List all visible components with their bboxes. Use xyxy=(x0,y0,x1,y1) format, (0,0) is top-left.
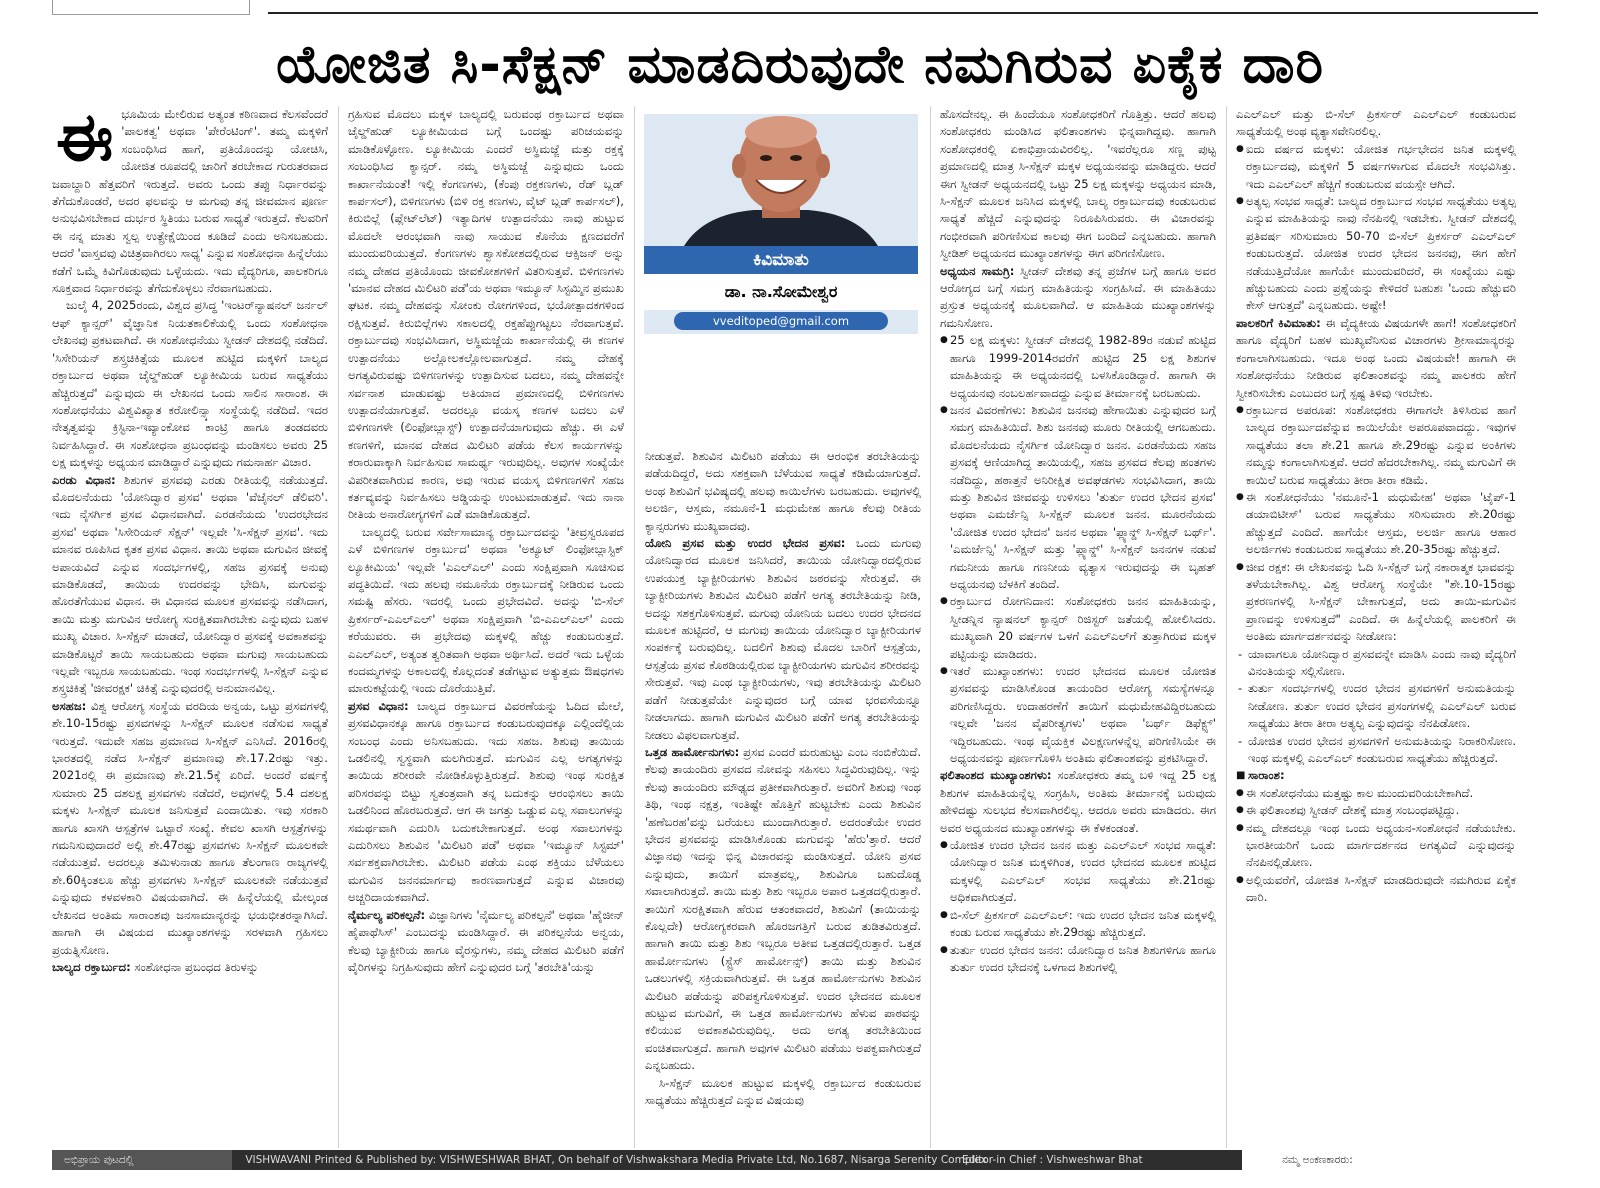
paragraph xyxy=(52,698,328,959)
footer-editor: Editor-in Chief : Vishweshwar Bhat xyxy=(962,1154,1143,1166)
footer-tag: ಅಭಿಪ್ರಾಯ ಪುಟದಲ್ಲಿ xyxy=(52,1150,232,1170)
headline: ಯೋಜಿತ ಸಿ-ಸೆಕ್ಷನ್ ಮಾಡದಿರುವುದೇ ನಮಗಿರುವ ಏಕೈಕ ದಾರಿ xyxy=(276,35,1324,95)
paragraph-text: ವಿಶ್ವ ಆರೋಗ್ಯ ಸಂಸ್ಥೆಯ ವರದಿಯ ಅನ್ವಯ, ಒಟ್ಟು ಪ್ರಸವಗಳಲ್ಲಿ ಶೇ.10-15ರಷ್ಟು ಪ್ರಸವಗಳನ್ನು ಸಿ-ಸೆಕ್ಷನ್ ಮೂಲಕ ನಡೆಸುವ ಸಾಧ್ಯತೆ ಇರುತ್ತದೆ. ಇದುವೇ ಸಹಜ ಪ್ರಮಾಣದ ಸಿ-ಸೆಕ್ಷನ್ ಎನಿಸಿದೆ. 2016ರಲ್ಲಿ ಭಾರತದಲ್ಲಿ ನಡೆದ ಸಿ-ಸೆಕ್ಷನ್ ಪ್ರಮಾಣವು ಶೇ.17.2ರಷ್ಟು ಇತ್ತು. 2021ರಲ್ಲಿ ಈ ಪ್ರಮಾಣವು ಶೇ.21.5ಕ್ಕೆ ಏರಿದೆ. ಅಂದರೆ ವರ್ಷಕ್ಕೆ ಸುಮಾರು 25 ದಶಲಕ್ಷ ಪ್ರಸವಗಳು ನಡೆದರೆ, ಅವುಗಳಲ್ಲಿ 5.4 ದಶಲಕ್ಷ ಮಕ್ಕಳು ಸಿ-ಸೆಕ್ಷನ್ ಮೂಲಕ ಜನಿಸುತ್ತವೆ ಎಂದಾಯಿತು. ಇವು ಸರಕಾರಿ ಹಾಗೂ ಖಾಸಗಿ ಆಸ್ಪತ್ರೆಗಳ ಒಟ್ಟಾರೆ ಸಂಖ್ಯೆ. ಕೇವಲ ಖಾಸಗಿ ಆಸ್ಪತ್ರೆಗಳನ್ನು ಗಮನಿಸುವುದಾದರೆ ಅಲ್ಲಿ ಶೇ.47ರಷ್ಟು ಪ್ರಸವಗಳು ಸಿ-ಸೆಕ್ಷನ್ ಮೂಲಕವೇ ನಡೆಯುತ್ತವೆ. ಅದರಲ್ಲೂ ತಮಿಳುನಾಡು ಹಾಗೂ ತೆಲಂಗಾಣ ರಾಜ್ಯಗಳಲ್ಲಿ ಶೇ.60ಕ್ಕಿಂತಲೂ ಹೆಚ್ಚು ಪ್ರಸವಗಳು ಸಿ-ಸೆಕ್ಷನ್ ಮೂಲಕವೇ ನಡೆಯುತ್ತವೆ ಎನ್ನುವುದು ಕಳವಳಕಾರಿ ವಿಷಯವಾಗಿದೆ. ಈ ಹಿನ್ನೆಲೆಯಲ್ಲಿ ಮೇಲ್ಕಂಡ ಲೇಖನದ ಅಂತಿಮ ಸಾರಾಂಶವು ಜನಸಾಮಾನ್ಯರನ್ನು ಭಯಭೀತರನ್ನಾಗಿಸಿದೆ. ಹಾಗಾಗಿ ಈ ವಿಷಯದ ಮುಖ್ಯಾಂಶಗಳನ್ನು ಸರಳವಾಗಿ ಗ್ರಹಿಸಲು ಪ್ರಯತ್ನಿಸೋಣ. xyxy=(52,698,328,957)
paragraph: ನೀಡುತ್ತವೆ. ಶಿಶುವಿನ ಮಿಲಿಟರಿ ಪಡೆಯು ಈ ಆರಂಭಿಕ ತರಬೇತಿಯನ್ನು ಪಡೆಯದಿದ್ದರೆ, ಅದು ಸಶಕ್ತವಾಗಿ ಬೆಳೆಯುವ ಸಾಧ್ಯತೆ ಕಡಿಮೆಯಾಗುತ್ತದೆ. ಅಂಥ ಶಿಶುವಿಗೆ ಭವಿಷ್ಯದಲ್ಲಿ ಹಲವು ಕಾಯಿಲೆಗಳು ಬರಬಹುದು. ಅವುಗಳಲ್ಲಿ ಅಲರ್ಜಿ, ಆಸ್ತಮ, ನಮೂನೆ-1 ಮಧುಮೇಹ ಹಾಗೂ ಕೆಲವು ರೀತಿಯ ಕ್ಯಾನ್ಸರುಗಳು ಮುಖ್ಯವಾದವು. xyxy=(645,449,921,533)
bullet-item: ● ಈ ಫಲಿತಾಂಶವು ಸ್ವೀಡನ್ ದೇಶಕ್ಕೆ ಮಾತ್ರ ಸಂಬಂಧಪಟ್ಟಿದ್ದು. xyxy=(1236,802,1516,819)
paragraph: ಎಎಲ್‌ಎಲ್ ಮತ್ತು ಬಿ-ಸೆಲ್ ಪ್ರಿಕರ್ಸರ್ ಎಎಲ್‌ಎಲ್ ಕಂಡುಬರುವ ಸಾಧ್ಯತೆಯಲ್ಲಿ ಅಂಥ ವ್ಯತ್ಯಾಸವೇನಿರಲಿಲ್ಲ. xyxy=(1236,107,1516,139)
subheading: ಅಧ್ಯಯನ ಸಾಮಗ್ರಿ: xyxy=(940,263,1015,278)
author-portrait-icon xyxy=(644,114,918,246)
bullet-item: ● ಜನನ ವಿವರಣೆಗಳು: ಶಿಶುವಿನ ಜನನವು ಹೇಗಾಯಿತು ಎನ್ನುವುದರ ಬಗ್ಗೆ ಸಮಗ್ರ ಮಾಹಿತಿಯಿದೆ. ಶಿಶು ಜನನವು ಮೂರು ರೀತಿಯಲ್ಲಿ ಆಗಬಹುದು. ಮೊದಲನೆಯದು ನೈಸರ್ಗಿಕ ಯೋನಿದ್ವಾರ ಜನನ. ಎರಡನೆಯದು ಸಹಜ ಪ್ರಸವಕ್ಕೆ ಆಣಿಯಾಗಿದ್ದ ತಾಯಿಯಲ್ಲಿ, ಸಹಜ ಪ್ರಸವದ ಕೆಲವು ಹಂತಗಳು ನಡೆದಿದ್ದು, ಹಠಾತ್ತನೆ ಅನಿರೀಕ್ಷಿತ ಅವಘಡಗಳು ಸಂಭವಿಸಿದಾಗ, ತಾಯಿ ಮತ್ತು ಶಿಶುವಿನ ಜೀವವನ್ನು ಉಳಿಸಲು 'ತುರ್ತು ಉದರ ಭೇದನ ಪ್ರಸವ' ಅಥವಾ ಎಮರ್ಜೆನ್ಸಿ ಸಿ-ಸೆಕ್ಷನ್ ಮೂಲಕ ಜನನ. ಮೂರನೆಯದು 'ಯೋಜಿತ ಉದರ ಭೇದನ' ಜನನ ಅಥವಾ 'ಪ್ಲ್ಯಾನ್ಡ್ ಸಿ-ಸೆಕ್ಷನ್ ಬರ್ಥ್'. 'ಎಮರ್ಜೆನ್ಸಿ' ಸಿ-ಸೆಕ್ಷನ್ ಮತ್ತು 'ಪ್ಲ್ಯಾನ್ಡ್' ಸಿ-ಸೆಕ್ಷನ್ ಜನನಗಳ ನಡುವೆ ಗಮನೀಯ ಹಾಗೂ ಗಣನೀಯ ವ್ಯತ್ಯಾಸ ಇರುವುದನ್ನು ಈ ಬೃಹತ್ ಅಧ್ಯಯನವು ಬೆಳಕಿಗೆ ತಂದಿದೆ. xyxy=(940,402,1216,593)
bullet-item: ● ಅತ್ಯಲ್ಪ ಸಂಭವ ಸಾಧ್ಯತೆ: ಬಾಲ್ಯದ ರಕ್ತಾರ್ಬುದ ಸಂಭವ ಸಾಧ್ಯತೆಯು ಅತ್ಯಲ್ಪ ಎನ್ನುವ ಮಾಹಿತಿಯನ್ನು ನಾವು ನೆನಪಿನಲ್ಲಿ ಇಡಬೇಕು. ಸ್ವೀಡನ್ ದೇಶದಲ್ಲಿ ಪ್ರತಿವರ್ಷ ಸರಿಸುಮಾರು 50-70 ಬಿ-ಸೆಲ್ ಪ್ರಿಕರ್ಸರ್ ಎಎಲ್‌ಎಲ್ ಕಂಡುಬರುತ್ತದೆ. ಯೋಜಿತ ಉದರ ಭೇದನ ಜನನವು, ಈಗ ಹೇಗೆ ನಡೆಯುತ್ತಿದೆಯೋ ಹಾಗೆಯೇ ಮುಂದುವರಿದರೆ, ಈ ಸಂಖ್ಯೆಯು ಎಷ್ಟು ಹೆಚ್ಚುಬಹುದು ಎಂದು ಪ್ರಶ್ನೆಯನ್ನು ಕೇಳಿದರೆ ಬಹುಶಃ 'ಒಂದು ಹೆಚ್ಚುವರಿ ಕೇಸ್ ಆಗುತ್ತದೆ' ಎನ್ನಬಹುದು. ಅಷ್ಟೇ! xyxy=(1236,193,1516,315)
article-column-1 xyxy=(52,106,328,1156)
bullet-item: ● ನಮ್ಮ ದೇಶದಲ್ಲೂ ಇಂಥ ಒಂದು ಅಧ್ಯಯನ-ಸಂಶೋಧನೆ ನಡೆಯಬೇಕು. ಭಾರತೀಯರಿಗೆ ಒಂದು ಮಾರ್ಗದರ್ಶನದ ಅಗತ್ಯವಿದೆ ಎನ್ನುವುದನ್ನು ನೆನಪಿನಲ್ಲಿಡೋಣ. xyxy=(1236,820,1516,872)
column-name: ಕಿವಿಮಾತು xyxy=(644,246,918,274)
bullet-item: ● ಇತರೆ ಮುಖ್ಯಾಂಶಗಳು: ಉದರ ಭೇದನದ ಮೂಲಕ ಯೋಜಿತ ಪ್ರಸವವನ್ನು ಮಾಡಿಸಿಕೊಂಡ ತಾಯಂದಿರ ಆರೋಗ್ಯ ಸಮಸ್ಯೆಗಳನ್ನೂ ಪರಿಗಣಿಸಿದ್ದರು. ಉದಾಹರಣೆಗೆ ತಾಯಿಗೆ ಮಧುಮೇಹವಿದ್ದಿರಬಹುದು ಇಲ್ಲವೇ 'ಜನನ ವೈಪರೀತ್ಯಗಳು' ಅಥವಾ 'ಬರ್ಥ್ ಡಿಫೆಕ್ಟ್ಸ್' ಇದ್ದಿರಬಹುದು. ಇಂಥ ವೈಯಕ್ತಿಕ ವಿಲಕ್ಷಣಗಳನ್ನೆಲ್ಲ ಪರಿಗಣಿಸಿಯೇ ಈ ಅಧ್ಯಯನವನ್ನು ಪೂರ್ಣಗೊಳಿಸಿ ಅಂತಿಮ ಫಲಿತಾಂಶವನ್ನು ಪ್ರಕಟಿಸಿದ್ದಾರೆ. xyxy=(940,663,1216,767)
bullet-item: ● ರಕ್ತಾರ್ಬುದ ಅಪರೂಪ: ಸಂಶೋಧಕರು ಈಗಾಗಲೇ ತಿಳಿಸಿರುವ ಹಾಗೆ ಬಾಲ್ಯದ ರಕ್ತಾರ್ಬುದವೆನ್ನುವ ಕಾಯಿಲೆಯೇ ಅಪರೂಪವಾದದ್ದು. ಇವುಗಳ ಸಾಧ್ಯತೆಯು ತಲಾ ಶೇ.21 ಹಾಗೂ ಶೇ.29ರಷ್ಟು ಎನ್ನುವ ಅಂಕಿಗಳು ನಮ್ಮನ್ನು ಕಂಗಾಲಾಗಿಸುತ್ತವೆ. ಆದರೆ ಹೆದರಬೇಕಾಗಿಲ್ಲ. ನಮ್ಮ ಮಗುವಿಗೆ ಈ ಕಾಯಿಲೆ ಬರುವ ಸಾಧ್ಯತೆಯು ತೀರಾ ತೀರಾ ಕಡಿಮೆ. xyxy=(1236,402,1516,489)
top-rule-box xyxy=(52,0,250,15)
paragraph: ಜುಲೈ 4, 2025ರಂದು, ವಿಶ್ವದ ಪ್ರಸಿದ್ಧ 'ಇಂಟರ್‌ನ್ಯಾಷನಲ್ ಜರ್ನಲ್ ಆಫ್ ಕ್ಯಾನ್ಸರ್' ವೈಜ್ಞಾನಿಕ ನಿಯತಕಾಲಿಕೆಯಲ್ಲಿ ಒಂದು ಸಂಶೋಧನಾ ಲೇಖನವು ಪ್ರಕಟವಾಗಿದೆ. ಈ ಸಂಶೋಧನೆಯು ಸ್ವೀಡನ್ ದೇಶದಲ್ಲಿ ನಡೆದಿದೆ. 'ಸಿಸೇರಿಯನ್ ಶಸ್ತ್ರಚಿಕಿತ್ಸೆಯ ಮೂಲಕ ಹುಟ್ಟಿದ ಮಕ್ಕಳಿಗೆ ಬಾಲ್ಯದ ರಕ್ತಾರ್ಬುದ ಅಥವಾ ಚೈಲ್ಡ್‌ಹುಡ್ ಲ್ಯೂಕೀಮಿಯ ಬರುವ ಸಾಧ್ಯತೆಯು ಹೆಚ್ಚಿರುತ್ತದೆ' ಎನ್ನುವುದು ಈ ಲೇಖನದ ಒಂದು ಸಾಲಿನ ಸಾರಾಂಶ. ಈ ಸಂಶೋಧನೆಯು ವಿಶ್ವವಿಖ್ಯಾತ ಕರೋಲಿನ್ಸ್ಕಾ ಸಂಸ್ಥೆಯಲ್ಲಿ ನಡೆದಿದೆ. ಇದರ ನೇತೃತ್ವವನ್ನು ಕ್ರಿಸ್ಟಿನಾ-ಇವ್ಯಾಂಕೋವ ಕಾಂಟ್ರಿ ಹಾಗೂ ತಂಡದವರು ನಿರ್ವಹಿಸಿದ್ದಾರೆ. ಈ ಸಂಶೋಧನಾ ಪ್ರಬಂಧವನ್ನು ಮಂಡಿಸಲು ಅವರು 25 ಲಕ್ಷ ಮಕ್ಕಳನ್ನು ಅಧ್ಯಯನ ಮಾಡಿದ್ದಾರೆ ಎನ್ನುವುದು ಗಮನಾರ್ಹ ವಿಚಾರ. xyxy=(52,298,328,470)
bullet-item: ● ರಕ್ತಾರ್ಬುದ ರೋಗನಿದಾನ: ಸಂಶೋಧಕರು ಜನನ ಮಾಹಿತಿಯನ್ನು, ಸ್ವೀಡನ್ನಿನ ನ್ಯಾಷನಲ್ ಕ್ಯಾನ್ಸರ್ ರಿಜಿಸ್ಟರ್ ಜತೆಯಲ್ಲಿ ಹೋಲಿಸಿದರು. ಮುಖ್ಯವಾಗಿ 20 ವರ್ಷಗಳ ಒಳಗೆ ಎಎಲ್‌ಎಲ್‌ಗೆ ತುತ್ತಾಗಿರುವ ಮಕ್ಕಳ ಪಟ್ಟಿಯನ್ನು ಮಾಡಿದರು. xyxy=(940,593,1216,663)
footer-imprint-text: VISHWAVANI Printed & Published by: VISHWESHWAR BHAT, On behalf of Vishwakshara Media Private Ltd, No.1687, Nisarga Serenity Complex xyxy=(245,1154,987,1166)
dash-item: - ತುರ್ತು ಸಂದರ್ಭಗಳಲ್ಲಿ ಉದರ ಭೇದನ ಪ್ರಸವಗಳಿಗೆ ಅನುಮತಿಯನ್ನು ನೀಡೋಣ. ತುರ್ತು ಉದರ ಭೇದನ ಪ್ರಸಂಗಗಳಲ್ಲಿ ಎಎಲ್‌ಎಲ್ ಬರುವ ಸಾಧ್ಯತೆಯು ತೀರಾ ತೀರಾ ಅತ್ಯಲ್ಪ ಎನ್ನುವುದನ್ನು ನೆನಪಿಡೋಣ. xyxy=(1236,680,1516,732)
bullet-item: ● ಅಲ್ಲಿಯವರೆಗೆ, ಯೋಜಿತ ಸಿ-ಸೆಕ್ಷನ್ ಮಾಡದಿರುವುದೇ ನಮಗಿರುವ ಏಕೈಕ ದಾರಿ. xyxy=(1236,872,1516,907)
paragraph xyxy=(940,263,1216,333)
drop-cap: ಈ xyxy=(56,106,114,176)
paragraph: ಗ್ರಹಿಸುವ ಮೊದಲು ಮಕ್ಕಳ ಬಾಲ್ಯದಲ್ಲಿ ಬರುವಂಥ ರಕ್ತಾರ್ಬುದ ಅಥವಾ ಚೈಲ್ಡ್‌ಹುಡ್ ಲ್ಯೂಕೀಮಿಯದ ಬಗ್ಗೆ ಒಂದಷ್ಟು ಪರಿಚಯವನ್ನು ಮಾಡಿಕೊಳ್ಳೋಣ. ಲ್ಯೂಕೀಮಿಯ ಎಂದರೆ ಅಸ್ಥಿಮಜ್ಜೆ ಮತ್ತು ರಕ್ತಕ್ಕೆ ಸಂಬಂಧಿಸಿದ ಕ್ಯಾನ್ಸರ್. ನಮ್ಮ ಅಸ್ಥಿಮಜ್ಜೆ ಎನ್ನುವುದು ಒಂದು ಕಾರ್ಖಾನೆಯಂತೆ! ಇಲ್ಲಿ ಕೆಂಗಣಗಳು, (ಕೆಂಪು ರಕ್ತಕಣಗಳು, ರೆಡ್ ಬ್ಲಡ್ ಕಾರ್ಪಸಲ್), ಬಿಳಿಗಣಗಳು (ಬಿಳಿ ರಕ್ತ ಕಣಗಳು, ವೈಟ್ ಬ್ಲಡ್ ಕಾರ್ಪಸಲ್), ಕಿರುಬಿಲ್ಲೆ (ಪ್ಲೇಟ್‌ಲೆಟ್) ಇತ್ಯಾದಿಗಳ ಉತ್ಪಾದನೆಯು ನಾವು ಹುಟ್ಟುವ ಮೊದಲೇ ಆರಂಭವಾಗಿ ನಾವು ಸಾಯುವ ಕೊನೆಯ ಕ್ಷಣದವರೆಗೆ ಮುಂದುವರಿಯುತ್ತದೆ. ಕೆಂಗಣಗಳು ಶ್ವಾಸಕೋಶದಲ್ಲಿರುವ ಆಕ್ಸಿಜನ್ ಅನ್ನು ನಮ್ಮ ದೇಹದ ಪ್ರತಿಯೊಂದು ಜೀವಕೋಶಗಳಿಗೆ ವಿತರಿಸುತ್ತವೆ. ಬಿಳಿಗಣಗಳು 'ಮಾನವ ದೇಹದ ಮಿಲಿಟರಿ ಪಡೆ'ಯ ಅಥವಾ ಇಮ್ಯೂನ್ ಸಿಸ್ಟಮ್ಮಿನ ಪ್ರಮುಖ ಘಟಕ. ನಮ್ಮ ದೇಹವನ್ನು ಸೋಂಕು ರೋಗಗಳಿಂದ, ಭಯೋತ್ಪಾದಕಗಳಿಂದ ರಕ್ಷಿಸುತ್ತವೆ. ಕಿರುಬಿಲ್ಲೆಗಳು ಸಕಾಲದಲ್ಲಿ ರಕ್ತಹೆಪ್ಪುಗಟ್ಟಲು ನೆರವಾಗುತ್ತವೆ. ರಕ್ತಾರ್ಬುದವು ಸಂಭವಿಸಿದಾಗ, ಅಸ್ಥಿಮಜ್ಜೆಯ ಕಾರ್ಖಾನೆಯಲ್ಲಿ ಈ ಕಣಗಳ ಉತ್ಪಾದನೆಯು ಅಲ್ಲೋಲಕಲ್ಲೋಲವಾಗುತ್ತದೆ. ನಮ್ಮ ದೇಹಕ್ಕೆ ಅಗತ್ಯವಿರುವಷ್ಟು ಬಿಳಿಗಣಗಳನ್ನು ಉತ್ಪಾದಿಸುವ ಬದಲು, ನಮ್ಮ ದೇಹವನ್ನೇ ಸರ್ವನಾಶ ಮಾಡುವಷ್ಟು ಅತಿಯಾದ ಪ್ರಮಾಣದಲ್ಲಿ ಬಿಳಿಗಣಗಳು ಉತ್ಪಾದನೆಯಾಗುತ್ತವೆ. ಅದರಲ್ಲೂ ವಯಸ್ಕ ಕಣಗಳ ಬದಲು ಎಳೆ ಬಿಳಿಗಣಗಳೇ (ಲಿಂಫೋಬ್ಲಾಸ್ಟ್) ಉತ್ಪಾದನೆಯಾಗುವುದು ಹೆಚ್ಚು. ಈ ಎಳೆ ಕಣಗಳಿಗೆ, ಮಾನವ ದೇಹದ ಮಿಲಿಟರಿ ಪಡೆಯ ಕೆಲಸ ಕಾರ್ಯಗಳನ್ನು ಕರಾರುವಾಕ್ಕಾಗಿ ನಿರ್ವಹಿಸುವ ಸಾಮರ್ಥ್ಯ ಇರುವುದಿಲ್ಲ. ಅವುಗಳ ಸಂಖ್ಯೆಯೇ ವಿಪರೀತವಾಗಿರುವ ಕಾರಣ, ಅವು ಇರುವ ವಯಸ್ಕ ಬಿಳಿಗಣಗಳಿಗೆ ಸಹಜ ಕರ್ತವ್ಯವನ್ನು ನಿರ್ವಹಿಸಲು ಅಡ್ಡಿಯನ್ನು ಉಂಟುಮಾಡುತ್ತವೆ. ಇದು ನಾನಾ ರೀತಿಯ ಅನಾರೋಗ್ಯಗಳಿಗೆ ಎಡೆ ಮಾಡಿಕೊಡುತ್ತದೆ. xyxy=(348,107,624,522)
paragraph xyxy=(940,767,1216,837)
article-column-4 xyxy=(940,106,1216,1156)
paragraph xyxy=(1236,315,1516,402)
dash-item: - ಯಾವಾಗಲೂ ಯೋನಿದ್ವಾರ ಪ್ರಸವವನ್ನೇ ಮಾಡಿಸಿ ಎಂದು ನಾವು ವೈದ್ಯರಿಗೆ ವಿನಂತಿಯನ್ನು ಸಲ್ಲಿಸೋಣ. xyxy=(1236,646,1516,681)
subheading: ಬಾಲ್ಯದ ರಕ್ತಾರ್ಬುದ: xyxy=(52,959,131,974)
author-photo xyxy=(644,114,918,246)
subheading: ಯೋನಿ ಪ್ರಸವ ಮತ್ತು ಉದರ ಭೇದನ ಪ್ರಸವ: xyxy=(645,536,846,551)
paragraph xyxy=(348,698,624,907)
subheading: ಪಾಲಕರಿಗೆ ಕಿವಿಮಾತು: xyxy=(1236,315,1321,330)
article-column-3 xyxy=(645,448,921,1156)
column-divider xyxy=(1226,106,1227,1148)
author-name: ಡಾ. ನಾ.ಸೋಮೇಶ್ವರ xyxy=(644,274,918,310)
paragraph xyxy=(645,744,921,1075)
subheading: ಎರಡು ವಿಧಾನ: xyxy=(52,472,116,487)
bullet-item: ● ಈ ಸಂಶೋಧನೆಯು 'ನಮೂನೆ-1 ಮಧುಮೇಹ' ಅಥವಾ 'ಟೈಪ್-1 ಡಯಾಬಿಟೀಸ್' ಬರುವ ಸಾಧ್ಯತೆಯು ಸರಿಸುಮಾರು ಶೇ.20ರಷ್ಟು ಹೆಚ್ಚುತ್ತದೆ ಎಂದಿದೆ. ಹಾಗೆಯೇ ಆಸ್ತಮ, ಅಲರ್ಜಿ ಹಾಗೂ ಆಹಾರ ಅಲರ್ಜಿಗಳು ಕಂಡುಬರುವ ಸಾಧ್ಯತೆಯು ಶೇ.20-35ರಷ್ಟು ಹೆಚ್ಚುತ್ತದೆ. xyxy=(1236,489,1516,559)
paragraph: ಸಿ-ಸೆಕ್ಷನ್ ಮೂಲಕ ಹುಟ್ಟುವ ಮಕ್ಕಳಲ್ಲಿ ರಕ್ತಾರ್ಬುದ ಕಂಡುಬರುವ ಸಾಧ್ಯತೆಯು ಹೆಚ್ಚಿರುತ್ತದೆ ಎನ್ನುವ ವಿಷಯವು xyxy=(645,1075,921,1108)
paragraph xyxy=(52,959,328,976)
author-email[interactable]: vveditoped@gmail.com xyxy=(674,312,888,330)
paragraph-text: ಸಂಶೋಧನಾ ಪ್ರಬಂಧದ ತಿರುಳನ್ನು xyxy=(134,959,259,974)
bullet-item: ● ಈ ಸಂಶೋಧನೆಯು ಮತ್ತಷ್ಟು ಕಾಲ ಮುಂದುವರಿಯಬೇಕಾಗಿದೆ. xyxy=(1236,785,1516,802)
summary-heading: ■ ಸಾರಾಂಶ: xyxy=(1236,767,1516,784)
column-divider xyxy=(634,106,635,1148)
paragraph xyxy=(645,535,921,744)
bullet-item: ● ತುರ್ತು ಉದರ ಭೇದನ ಜನನ: ಯೋನಿದ್ವಾರ ಜನಿತ ಶಿಶುಗಳಿಗೂ ಹಾಗೂ ತುರ್ತು ಉದರ ಭೇದನಕ್ಕೆ ಒಳಗಾದ ಶಿಶುಗಳಲ್ಲಿ xyxy=(940,942,1216,977)
dash-item: - ಯೋಜಿತ ಉದರ ಭೇದನ ಪ್ರಸವಗಳಿಗೆ ಅನುಮತಿಯನ್ನು ನಿರಾಕರಿಸೋಣ. ಇಂಥ ಮಕ್ಕಳಲ್ಲಿ ಎಎಲ್‌ಎಲ್ ಕಂಡುಬರುವ ಸಾಧ್ಯತೆಯು ಹೆಚ್ಚಿರುತ್ತದೆ. xyxy=(1236,733,1516,768)
paragraph: ಹೊಸದೇನಲ್ಲ. ಈ ಹಿಂದೆಯೂ ಸಂಶೋಧಕರಿಗೆ ಗೊತ್ತಿತ್ತು. ಆದರೆ ಹಲವು ಸಂಶೋಧಕರು ಮಂಡಿಸಿದ ಫಲಿತಾಂಶಗಳು ಭಿನ್ನವಾಗಿದ್ದವು. ಹಾಗಾಗಿ ಸಂಶೋಧಕರಲ್ಲಿ ಏಕಾಭಿಪ್ರಾಯವಿರಲಿಲ್ಲ. 'ಇವರೆಲ್ಲರೂ ಸಣ್ಣ ಪುಟ್ಟ ಪ್ರಮಾಣದಲ್ಲಿ ಮಾತ್ರ ಸಿ-ಸೆಕ್ಷನ್ ಮಕ್ಕಳ ಅಧ್ಯಯನವನ್ನು ಮಾಡಿದ್ದರು. ಆದರೆ ಈಗ ಸ್ವೀಡನ್ ಅಧ್ಯಯನದಲ್ಲಿ ಒಟ್ಟು 25 ಲಕ್ಷ ಮಕ್ಕಳನ್ನು ಅಧ್ಯಯನ ಮಾಡಿ, ಸಿ-ಸೆಕ್ಷನ್ ಮೂಲಕ ಜನಿಸಿದ ಮಕ್ಕಳಲ್ಲಿ ಬಾಲ್ಯ ರಕ್ತಾರ್ಬುದವು ಕಂಡುಬರುವ ಸಾಧ್ಯತೆ ಹೆಚ್ಚಿದೆ ಎನ್ನುವುದನ್ನು ನಿರೂಪಿಸಿರುವರು. ಈ ವಿಚಾರವನ್ನು ಗಂಭೀರವಾಗಿ ಪರಿಗಣಿಸುವ ಕಾಲವು ಈಗ ಬಂದಿದೆ ಎನ್ನಬಹುದು. ಹಾಗಾಗಿ ಸ್ವೀಡಿಶ್ ಅಧ್ಯಯನದ ಮುಖ್ಯಾಂಶಗಳನ್ನು ಈಗ ಪರಿಗಣಿಸೋಣ. xyxy=(940,107,1216,261)
bullet-item: ● ಯೋಜಿತ ಉದರ ಭೇದನ ಜನನ ಮತ್ತು ಎಎಲ್‌ಎಲ್ ಸಂಭವ ಸಾಧ್ಯತೆ: ಯೋನಿದ್ವಾರ ಜನಿತ ಮಕ್ಕಳಿಗಿಂತ, ಉದರ ಭೇದನದ ಮೂಲಕ ಹುಟ್ಟಿದ ಮಕ್ಕಳಲ್ಲಿ ಎಎಲ್‌ಎಲ್ ಸಂಭವ ಸಾಧ್ಯತೆಯು ಶೇ.21ರಷ್ಟು ಅಧಿಕವಾಗಿರುತ್ತದೆ. xyxy=(940,837,1216,907)
subheading: ಅಸಹಜ: xyxy=(52,698,87,713)
article-column-2 xyxy=(348,106,624,1156)
paragraph-text: ಬಾಲ್ಯದ ರಕ್ತಾರ್ಬುದ ವಿವರಣೆಯನ್ನು ಓದಿದ ಮೇಲೆ, ಪ್ರಸವವಿಧಾನಕ್ಕೂ ಹಾಗೂ ರಕ್ತಾರ್ಬುದ ಕಂಡುಬರುವುದಕ್ಕೂ ಎಲ್ಲಿಂದೆಲ್ಲಿಯ ಸಂಬಂಧ ಎಂದು ಅನಿಸಬಹುದು. ಇದು ಸಹಜ. ಶಿಶುವು ತಾಯಿಯ ಒಡಲಿನಲ್ಲಿ ಸ್ವಸ್ಥವಾಗಿ ಮಲಗಿರುತ್ತದೆ. ಮಗುವಿನ ಎಲ್ಲ ಅಗತ್ಯಗಳನ್ನು ತಾಯಿಯ ಶರೀರವೇ ನೋಡಿಕೊಳ್ಳುತ್ತಿರುತ್ತದೆ. ಶಿಶುವು ಇಂಥ ಸುರಕ್ಷಿತ ಪರಿಸರವನ್ನು ಬಿಟ್ಟು ಸ್ವತಂತ್ರವಾಗಿ ತನ್ನ ಬದುಕನ್ನು ಆರಂಭಿಸಲು ತಾಯಿ ಒಡಲಿನಿಂದ ಹೊರಬರುತ್ತದೆ. ಆಗ ಈ ಜಗತ್ತು ಒಡ್ಡುವ ಎಲ್ಲ ಸವಾಲುಗಳನ್ನು ಸಮರ್ಥವಾಗಿ ಎದುರಿಸಿ ಬದುಕಬೇಕಾಗುತ್ತದೆ. ಅಂಥ ಸವಾಲುಗಳನ್ನು ಎದುರಿಸಲು ಶಿಶುವಿನ 'ಮಿಲಿಟರಿ ಪಡೆ' ಅಥವಾ 'ಇಮ್ಯೂನ್ ಸಿಸ್ಟಮ್' ಸರ್ವಶಕ್ತವಾಗಿರಬೇಕು. ಮಿಲಿಟರಿ ಪಡೆಯ ಎಂಥ ಶಕ್ತಿಯು ಬೆಳೆಯಲು ಮಗುವಿನ ಜನನಮಾರ್ಗವು ಕಾರಣವಾಗುತ್ತದೆ ಎನ್ನುವ ವಿಚಾರವು ಅಚ್ಚರಿದಾಯಕವಾಗಿದೆ. xyxy=(348,698,624,905)
subheading: ನೈರ್ಮಲ್ಯ ಪರಿಕಲ್ಪನೆ: xyxy=(348,907,426,922)
paragraph xyxy=(348,907,624,977)
bullet-item: ● 25 ಲಕ್ಷ ಮಕ್ಕಳು: ಸ್ವೀಡನ್ ದೇಶದಲ್ಲಿ 1982-89ರ ನಡುವೆ ಹುಟ್ಟಿದ ಹಾಗೂ 1999-2014ರವರೆಗೆ ಹುಟ್ಟಿದ 25 ಲಕ್ಷ ಶಿಶುಗಳ ಮಾಹಿತಿಯನ್ನು ಈ ಅಧ್ಯಯನದಲ್ಲಿ ಬಳಸಿಕೊಂಡಿದ್ದಾರೆ. ಹಾಗಾಗಿ ಈ ಅಧ್ಯಯನವು ನಂಬಲರ್ಹವಾದದ್ದು ಎನ್ನುವ ತೀರ್ಮಾನಕ್ಕೆ ಬರಬಹುದು. xyxy=(940,332,1216,402)
paragraph-text: ವಿಜ್ಞಾನಿಗಳು 'ನೈರ್ಮಲ್ಯ ಪರಿಕಲ್ಪನೆ' ಅಥವಾ 'ಹೈಜೀನ್ ಹೈಪಾಥೆಸಿಸ್' ಎಂಬುದನ್ನು ಮಂಡಿಸಿದ್ದಾರೆ. ಈ ಪರಿಕಲ್ಪನೆಯ ಅನ್ವಯ, ಕೆಲವು ಬ್ಯಾಕ್ಟೀರಿಯ ಹಾಗೂ ವೈರಸ್ಸುಗಳು, ನಮ್ಮ ದೇಹದ ಮಿಲಿಟರಿ ಪಡೆಗೆ ವೈರಿಗಳನ್ನು ನಿಗ್ರಹಿಸುವುದು ಹೇಗೆ ಎನ್ನುವುದರ ಬಗ್ಗೆ 'ತರಬೇತಿ'ಯನ್ನು xyxy=(348,907,624,974)
paragraph-text: ಸಂಶೋಧಕರು ತಮ್ಮ ಬಳಿ ಇದ್ದ 25 ಲಕ್ಷ ಶಿಶುಗಳ ಮಾಹಿತಿಯನ್ನೆಲ್ಲ ಸಂಗ್ರಹಿಸಿ, ಅಂತಿಮ ತೀರ್ಮಾನಕ್ಕೆ ಬರುವುದು ಹೇಳಿದಷ್ಟು ಸುಲಭದ ಕೆಲಸವಾಗಿರಲಿಲ್ಲ. ಆದರೂ ಅವರು ಮಾಡಿದರು. ಈಗ ಅವರ ಅಧ್ಯಯನದ ಮುಖ್ಯಾಂಶಗಳನ್ನು ಈ ಕೆಳಕಂಡಂತೆ. xyxy=(940,768,1216,835)
top-rule xyxy=(268,12,1538,14)
subheading: ಪ್ರಸವ ವಿಧಾನ: xyxy=(348,698,409,713)
paragraph-text: ಒಂದು ಮಗುವು ಯೋನಿದ್ವಾರದ ಮೂಲಕ ಜನಿಸಿದರೆ, ತಾಯಿಯ ಯೋನಿದ್ವಾರದಲ್ಲಿರುವ ಉಪಯುಕ್ತ ಬ್ಯಾಕ್ಟೀರಿಯಗಳು ಶಿಶುವಿನ ಜಠರವನ್ನು ಸೇರುತ್ತವೆ. ಈ ಬ್ಯಾಕ್ಟೀರಿಯಗಳು ಶಿಶುವಿನ ಮಿಲಿಟರಿ ಪಡೆಗೆ ಅಗತ್ಯ ತರಬೇತಿಯನ್ನು ನೀಡಿ, ಅದನ್ನು ಸಶಕ್ತಗೊಳಿಸುತ್ತವೆ. ಮಗುವು ಯೋನಿಯ ಬದಲು ಉದರ ಭೇದನದ ಮೂಲಕ ಹುಟ್ಟಿದರೆ, ಆ ಮಗುವು ತಾಯಿಯ ಯೋನಿದ್ವಾರ ಬ್ಯಾಕ್ಟೀರಿಯಗಳ ಸಂಪರ್ಕಕ್ಕೆ ಬರುವುದಿಲ್ಲ. ಬದಲಿಗೆ ಶಿಶುವು ಮೊದಲ ಬಾರಿಗೆ ಆಸ್ಪತ್ರೆಯ, ಆಸ್ಪತ್ರೆಯ ಪ್ರಸವ ಕೊಠಡಿಯಲ್ಲಿರುವ ಬ್ಯಾಕ್ಟೀರಿಯಗಳು ಮಗುವಿನ ಶರೀರವನ್ನು ಸೇರುತ್ತವೆ. ಇವು ಎಂಥ ಬ್ಯಾಕ್ಟೀರಿಯಗಳು, ಇವು ತರಬೇತಿಯನ್ನು ಮಿಲಿಟರಿ ಪಡೆಗೆ ನೀಡುತ್ತವೆಯೇ ಎನ್ನುವುದರ ಬಗ್ಗೆ ಯಾವ ಭರವಸೆಯನ್ನೂ ನೀಡಲಾಗದು. ಹಾಗಾಗಿ ಮಗುವಿನ ಮಿಲಿಟರಿ ಪಡೆಗೆ ಅಗತ್ಯ ತರಬೇತಿಯನ್ನು ನೀಡಲು ವಿಫಲವಾಗುತ್ತವೆ. xyxy=(645,536,921,742)
subheading: ಫಲಿತಾಂಶದ ಮುಖ್ಯಾಂಶಗಳು: xyxy=(940,768,1052,783)
column-divider xyxy=(930,106,931,1148)
bullet-item: ● ಬಿ-ಸೆಲ್ ಪ್ರಿಕರ್ಸರ್ ಎಎಲ್‌ಎಲ್: ಇದು ಉದರ ಭೇದನ ಜನಿತ ಮಕ್ಕಳಲ್ಲಿ ಕಂಡು ಬರುವ ಸಾಧ್ಯತೆಯು ಶೇ.29ರಷ್ಟು ಹೆಚ್ಚಿರುತ್ತದೆ. xyxy=(940,907,1216,942)
paragraph xyxy=(52,472,328,698)
paragraph-text: ಪ್ರಸವ ಎಂದರೆ ಮರುಹುಟ್ಟು ಎಂಬ ನಂಬಿಕೆಯಿದೆ. ಕೆಲವು ತಾಯಂದಿರು ಪ್ರಸವದ ನೋವನ್ನು ಸಹಿಸಲು ಸಿದ್ಧವಿರುವುದಿಲ್ಲ. ಇನ್ನು ಕೆಲವು ತಾಯಂದಿರು ಮೌಢ್ಯದ ಪ್ರತೀಕವಾಗಿರುತ್ತಾರೆ. ಅವರಿಗೆ ಶಿಶುವು ಇಂಥ ತಿಥಿ, ಇಂಥ ನಕ್ಷತ್ರ, ಇಂತಿಷ್ಟೇ ಹೊತ್ತಿಗೆ ಹುಟ್ಟಬೇಕು ಎಂದು ಶಿಶುವಿನ 'ಹಣೆಬರಹ'ವನ್ನು ಬರೆಯಲು ಮುಂದಾಗಿರುತ್ತಾರೆ. ಅದರಂತೆಯೇ ಉದರ ಭೇದನ ಪ್ರಸವವನ್ನು ಮಾಡಿಸಿಕೊಂಡು ಮಗುವನ್ನು 'ಹೆರು'ತ್ತಾರೆ. ಆದರೆ ವಿಜ್ಞಾನವು ಇದನ್ನು ಭಿನ್ನ ವಿಚಾರವನ್ನು ಮಂಡಿಸುತ್ತದೆ. ಯೋನಿ ಪ್ರಸವ ಎನ್ನುವುದು, ತಾಯಿಗೆ ಮಾತ್ರವಲ್ಲ, ಶಿಶುವಿಗೂ ಬಹುದೊಡ್ಡ ಸವಾಲಾಗಿರುತ್ತದೆ. ತಾಯಿ ಮತ್ತು ಶಿಶು ಇಬ್ಬರೂ ಅಪಾರ ಒತ್ತಡದಲ್ಲಿರುತ್ತಾರೆ. ತಾಯಿಗೆ ಸುರಕ್ಷಿತವಾಗಿ ಹೆರುವ ಆತಂಕವಾದರೆ, ಶಿಶುವಿಗೆ (ತಾಯಿಯನ್ನು ಕೊಲ್ಲದೇ) ಆರೋಗ್ಯಕರವಾಗಿ ಹೊರಜಗತ್ತಿಗೆ ಬರುವ ತುಡಿತವಿರುತ್ತದೆ. ಹಾಗಾಗಿ ತಾಯಿ ಮತ್ತು ಶಿಶು ಇಬ್ಬರೂ ಅತೀವ ಒತ್ತಡದಲ್ಲಿರುತ್ತಾರೆ. ಒತ್ತಡ ಹಾರ್ಮೋನುಗಳು (ಸ್ಟ್ರೆಸ್ ಹಾರ್ಮೋನ್ಸ್) ತಾಯಿ ಮತ್ತು ಶಿಶುವಿನ ಒಡಲುಗಳಲ್ಲಿ ಸಕ್ರಿಯವಾಗಿರುತ್ತವೆ. ಈ ಒತ್ತಡ ಹಾರ್ಮೋನುಗಳು ಶಿಶುವಿನ ಮಿಲಿಟರಿ ಪಡೆಯನ್ನು ಪರಿಪಕ್ವಗೊಳಿಸುತ್ತವೆ. ಉದರ ಭೇದನದ ಮೂಲಕ ಹುಟ್ಟುವ ಮಗುವಿಗೆ, ಈ ಒತ್ತಡ ಹಾರ್ಮೋನುಗಳು ಹೆಳುವ ಪಾಠವನ್ನು ಕಲಿಯುವ ಅವಕಾಶವಿರುವುದಿಲ್ಲ. ಅದು ಅಗತ್ಯ ತರಬೇತಿಯಿಂದ ವಂಚಿತವಾಗುತ್ತದೆ. ಹಾಗಾಗಿ ಅವುಗಳ ಮಿಲಿಟರಿ ಪಡೆಯು ಅಪಕ್ವವಾಗಿರುತ್ತದೆ ಎನ್ನಬಹುದು. xyxy=(645,744,921,1073)
columnist-box xyxy=(644,114,918,334)
bullet-item: ● ಜೀವ ರಕ್ಷಕ: ಈ ಲೇಖನವನ್ನು ಓದಿ ಸಿ-ಸೆಕ್ಷನ್ ಬಗ್ಗೆ ನಕಾರಾತ್ಮಕ ಭಾವವನ್ನು ತಳೆಯಬೇಕಾಗಿಲ್ಲ. ವಿಶ್ವ ಆರೋಗ್ಯ ಸಂಸ್ಥೆಯೇ "ಶೇ.10-15ರಷ್ಟು ಪ್ರಕರಣಗಳಲ್ಲಿ ಸಿ-ಸೆಕ್ಷನ್ ಬೇಕಾಗುತ್ತದೆ, ಅದು ತಾಯಿ-ಮಗುವಿನ ಪ್ರಾಣವನ್ನು ಉಳಿಸುತ್ತದೆ" ಎಂದಿದೆ. ಈ ಹಿನ್ನೆಲೆಯಲ್ಲಿ ಪಾಲಕರಿಗೆ ಈ ಅಂತಿಮ ಮಾರ್ಗದರ್ಶನವನ್ನು ನೀಡೋಣ: xyxy=(1236,559,1516,646)
article-column-5 xyxy=(1236,106,1516,1156)
column-divider xyxy=(338,106,339,1148)
footer-imprint xyxy=(52,1150,1542,1170)
paragraph-text: ಈ ವೈದ್ಯಕೀಯ ವಿಷಯಗಳೇ ಹಾಗೆ! ಸಂಶೋಧಕರಿಗೆ ಹಾಗೂ ವೈದ್ಯರಿಗೆ ಬಹಳ ಮುಖ್ಯವೆನಿಸುವ ವಿಚಾರಗಳು ಶ್ರೀಸಾಮಾನ್ಯರನ್ನು ಕಂಗಾಲಾಗಿಸಬಹುದು. ಇದೂ ಅಂಥ ಒಂದು ವಿಷಯವೇ! ಹಾಗಾಗಿ ಈ ಸಂಶೋಧನೆಯು ನೀಡಿರುವ ಫಲಿತಾಂಶವನ್ನು ನಮ್ಮ ಪಾಲಕರು ಹೇಗೆ ಸ್ವೀಕರಿಸಬೇಕು ಎಂಬುದರ ಬಗ್ಗೆ ಸ್ಪಷ್ಟ ತಿಳಿವು ಇರಬೇಕು. xyxy=(1236,315,1516,400)
paragraph: ಬಾಲ್ಯದಲ್ಲಿ ಬರುವ ಸರ್ವೇಸಾಮಾನ್ಯ ರಕ್ತಾರ್ಬುದವನ್ನು 'ತೀವ್ರಸ್ವರೂಪದ ಎಳೆ ಬಿಳಿಗಣಗಳ ರಕ್ತಾರ್ಬುದ' ಅಥವಾ 'ಅಕ್ಯೂಟ್ ಲಿಂಫೋಬ್ಲಾಸ್ಟಿಕ್ ಲ್ಯೂಕೀಮಿಯ' ಇಲ್ಲವೇ 'ಎಎಲ್‌ಎಲ್' ಎಂದು ಸಂಕ್ಷಿಪ್ತವಾಗಿ ಸೂಚಿಸುವ ಪದ್ಧತಿಯಿದೆ. ಇದು ಹಲವು ನಮೂನೆಯ ರಕ್ತಾರ್ಬುದಕ್ಕೆ ನೀಡಿರುವ ಒಂದು ಸಮಷ್ಟಿ ಹೆಸರು. ಇದರಲ್ಲಿ ಒಂದು ಪ್ರಭೇದವಿದೆ. ಅದನ್ನು 'ಬಿ-ಸೆಲ್ ಪ್ರಿಕರ್ಸರ್-ಎಎಲ್‌ಎಲ್' ಅಥವಾ ಸಂಕ್ಷಿಪ್ತವಾಗಿ 'ಬಿ-ಎಎಲ್‌ಎಲ್' ಎಂದು ಕರೆಯುವರು. ಈ ಪ್ರಭೇದವು ಮಕ್ಕಳಲ್ಲಿ ಹೆಚ್ಚು ಕಂಡುಬರುತ್ತದೆ. ಎಎಲ್‌ಎಲ್, ಅತ್ಯಂತ ತ್ವರಿತವಾಗಿ ಅಥವಾ ಅರ್ಥಿಸಿದೆ. ಅದರೆ ಇದು ಒಳ್ಳೆಯ ಕಂದಮ್ಮಗಳನ್ನು ಅಕಾಲದಲ್ಲಿ ಕೊಲ್ಲದಂತೆ ತಡೆಗಟ್ಟುವ ಅತ್ಯುತ್ತಮ ಔಷಧಗಳು ಮಾರುಕಟ್ಟೆಯಲ್ಲಿ ಇಂದು ದೊರೆಯುತ್ತಿವೆ. xyxy=(348,524,624,696)
paragraph-text: ಸ್ವೀಡನ್ ದೇಶವು ತನ್ನ ಪ್ರಜೆಗಳ ಬಗ್ಗೆ ಹಾಗೂ ಅವರ ಆರೋಗ್ಯದ ಬಗ್ಗೆ ಸಮಗ್ರ ಮಾಹಿತಿಯನ್ನು ಸಂಗ್ರಹಿಸಿದೆ. ಈ ಮಾಹಿತಿಯು ಪ್ರಸ್ತುತ ಅಧ್ಯಯನಕ್ಕೆ ಮೂಲವಾಗಿದೆ. ಆ ಮಾಹಿತಿಯ ಮುಖ್ಯಾಂಶಗಳನ್ನು ಗಮನಿಸೋಣ. xyxy=(940,263,1216,330)
paragraph: ಭೂಮಿಯ ಮೇಲಿರುವ ಅತ್ಯಂತ ಕಠಿಣವಾದ ಕೆಲಸವೆಂದರೆ 'ಪಾಲಕತ್ವ' ಅಥವಾ 'ಪೇರೆಂಟಿಂಗ್'. ತಮ್ಮ ಮಕ್ಕಳಿಗೆ ಸಂಬಂಧಿಸಿದ ಹಾಗೆ, ಪ್ರತಿಯೊಂದನ್ನು ಯೋಚಿಸಿ, ಯೋಜಿತ ರೂಪದಲ್ಲಿ ಜಾರಿಗೆ ತರಬೇಕಾದ ಗುರುತರವಾದ ಜವಾಬ್ದಾರಿ ಹೆತ್ತವರಿಗೆ ಇರುತ್ತದೆ. ಅವರು ಒಂದು ತಪ್ಪು ನಿರ್ಧಾರವನ್ನು ತೆಗೆದುಕೊಂಡರೆ, ಅದರ ಫಲವನ್ನು ಆ ಮಗುವು ತನ್ನ ಜೀವಮಾನ ಪೂರ್ಣ ಅನುಭವಿಸಬೇಕಾದ ದುರ್ಭರ ಸ್ಥಿತಿಯು ಬರುವ ಸಾಧ್ಯತೆ ಇರುತ್ತದೆ. ಕೆಲವರಿಗೆ ಈ ನನ್ನ ಮಾತು ಸ್ವಲ್ಪ ಉತ್ಪ್ರೇಕ್ಷೆಯಿಂದ ಕೂಡಿದೆ ಎಂದು ಅನಿಸಬಹುದು. ಆದರೆ 'ವಾಸ್ತವವು ವಿಚಿತ್ರವಾಗಿರಲು ಸಾಧ್ಯ' ಎನ್ನುವ ಸಂಶೋಧನಾ ಹಿನ್ನೆಲೆಯು ಕಡೆಗೆ ಒಮ್ಮೆ ಕಿವಿಗೊಡುವುದು ಒಳ್ಳೆಯದು. ಇದು ವೈದ್ಯರಿಗೂ, ಪಾಲಕರಿಗೂ ಸೂಕ್ತವಾದ ನಿರ್ಧಾರವನ್ನು ತೆಗೆದುಕೊಳ್ಳಲು ನೆರವಾಗಬಹುದು. xyxy=(52,107,328,296)
bullet-item: ● ಐದು ವರ್ಷದ ಮಕ್ಕಳು: ಯೋಜಿತ ಗರ್ಭಭೇದನ ಜನಿತ ಮಕ್ಕಳಲ್ಲಿ ರಕ್ತಾರ್ಬುದವು, ಮಕ್ಕಳಿಗೆ 5 ವರ್ಷಗಳಾಗುವ ಮೊದಲೇ ಸಂಭವಿಸಿತ್ತು. ಇದು ಎಎಲ್‌ಎಲ್ ಹೆಚ್ಚಿಗೆ ಕಂಡುಬರುವ ವಯಸ್ಸೇ ಆಗಿದೆ. xyxy=(1236,141,1516,193)
subheading: ಒತ್ತಡ ಹಾರ್ಮೋನುಗಳು: xyxy=(645,744,740,759)
footer-columnists-label: ನಮ್ಮ ಅಂಕಣಕಾರರು: xyxy=(1242,1150,1542,1170)
paragraph-text: ಶಿಶುಗಳ ಪ್ರಸವವು ಎರಡು ರೀತಿಯಲ್ಲಿ ನಡೆಯುತ್ತದೆ. ಮೊದಲನೆಯದು 'ಯೋನಿದ್ವಾರ ಪ್ರಸವ' ಅಥವಾ 'ವೆಜೈನಲ್ ಡೆಲಿವರಿ'. ಇದು ನೈಸರ್ಗಿಕ ಪ್ರಸವ ವಿಧಾನವಾಗಿದೆ. ಎರಡನೆಯದು 'ಉದರಭೇದನ ಪ್ರಸವ' ಅಥವಾ 'ಸಿಸೇರಿಯನ್ ಸೆಕ್ಷನ್' ಇಲ್ಲವೇ 'ಸಿ-ಸೆಕ್ಷನ್ ಪ್ರಸವ'. ಇದು ಮಾನವ ರೂಪಿಸಿದ ಕೃತಕ ಪ್ರಸವ ವಿಧಾನ. ತಾಯಿ ಅಥವಾ ಮಗುವಿನ ಜೀವಕ್ಕೆ ಅಪಾಯವಿದೆ ಎನ್ನುವ ಸಂದರ್ಭಗಳಲ್ಲಿ, ಸಹಜ ಪ್ರಸವಕ್ಕೆ ಅನುವು ಮಾಡಿಕೊಡದೆ, ತಾಯಿಯ ಉದರವನ್ನು ಭೇದಿಸಿ, ಮಗುವನ್ನು ಹೊರತೆಗೆಯುವ ವಿಧಾನ. ಈ ವಿಧಾನದ ಮೂಲಕ ಪ್ರಸವವನ್ನು ನಡೆಸಿದಾಗ, ತಾಯಿ ಮತ್ತು ಮಗುವಿನ ಆರೋಗ್ಯ ಸುರಕ್ಷಿತವಾಗಿರಬೇಕು ಎನ್ನುವುದು ಬಹಳ ಮುಖ್ಯ ವಿಚಾರ. ಸಿ-ಸೆಕ್ಷನ್ ಮಾಡದೆ, ಯೋನಿದ್ವಾರ ಪ್ರಸವಕ್ಕೆ ಅವಕಾಶವನ್ನು ಮಾಡಿಕೊಟ್ಟರೆ ತಾಯಿ ಸಾಯಬಹುದು ಅಥವಾ ಮಗುವು ಸಾಯಬಹುದು ಇಲ್ಲವೇ ಇಬ್ಬರೂ ಸಾಯಬಹುದು. ಇಂಥ ಸಂದರ್ಭಗಳಲ್ಲಿ ಸಿ-ಸೆಕ್ಷನ್ ಎನ್ನುವ ಶಸ್ತ್ರಚಿಕಿತ್ಸೆ 'ಜೀವರಕ್ಷಕ' ಚಿಕಿತ್ಸೆ ಎನ್ನುವುದರಲ್ಲಿ ಅನುಮಾನವಿಲ್ಲ. xyxy=(52,472,328,696)
